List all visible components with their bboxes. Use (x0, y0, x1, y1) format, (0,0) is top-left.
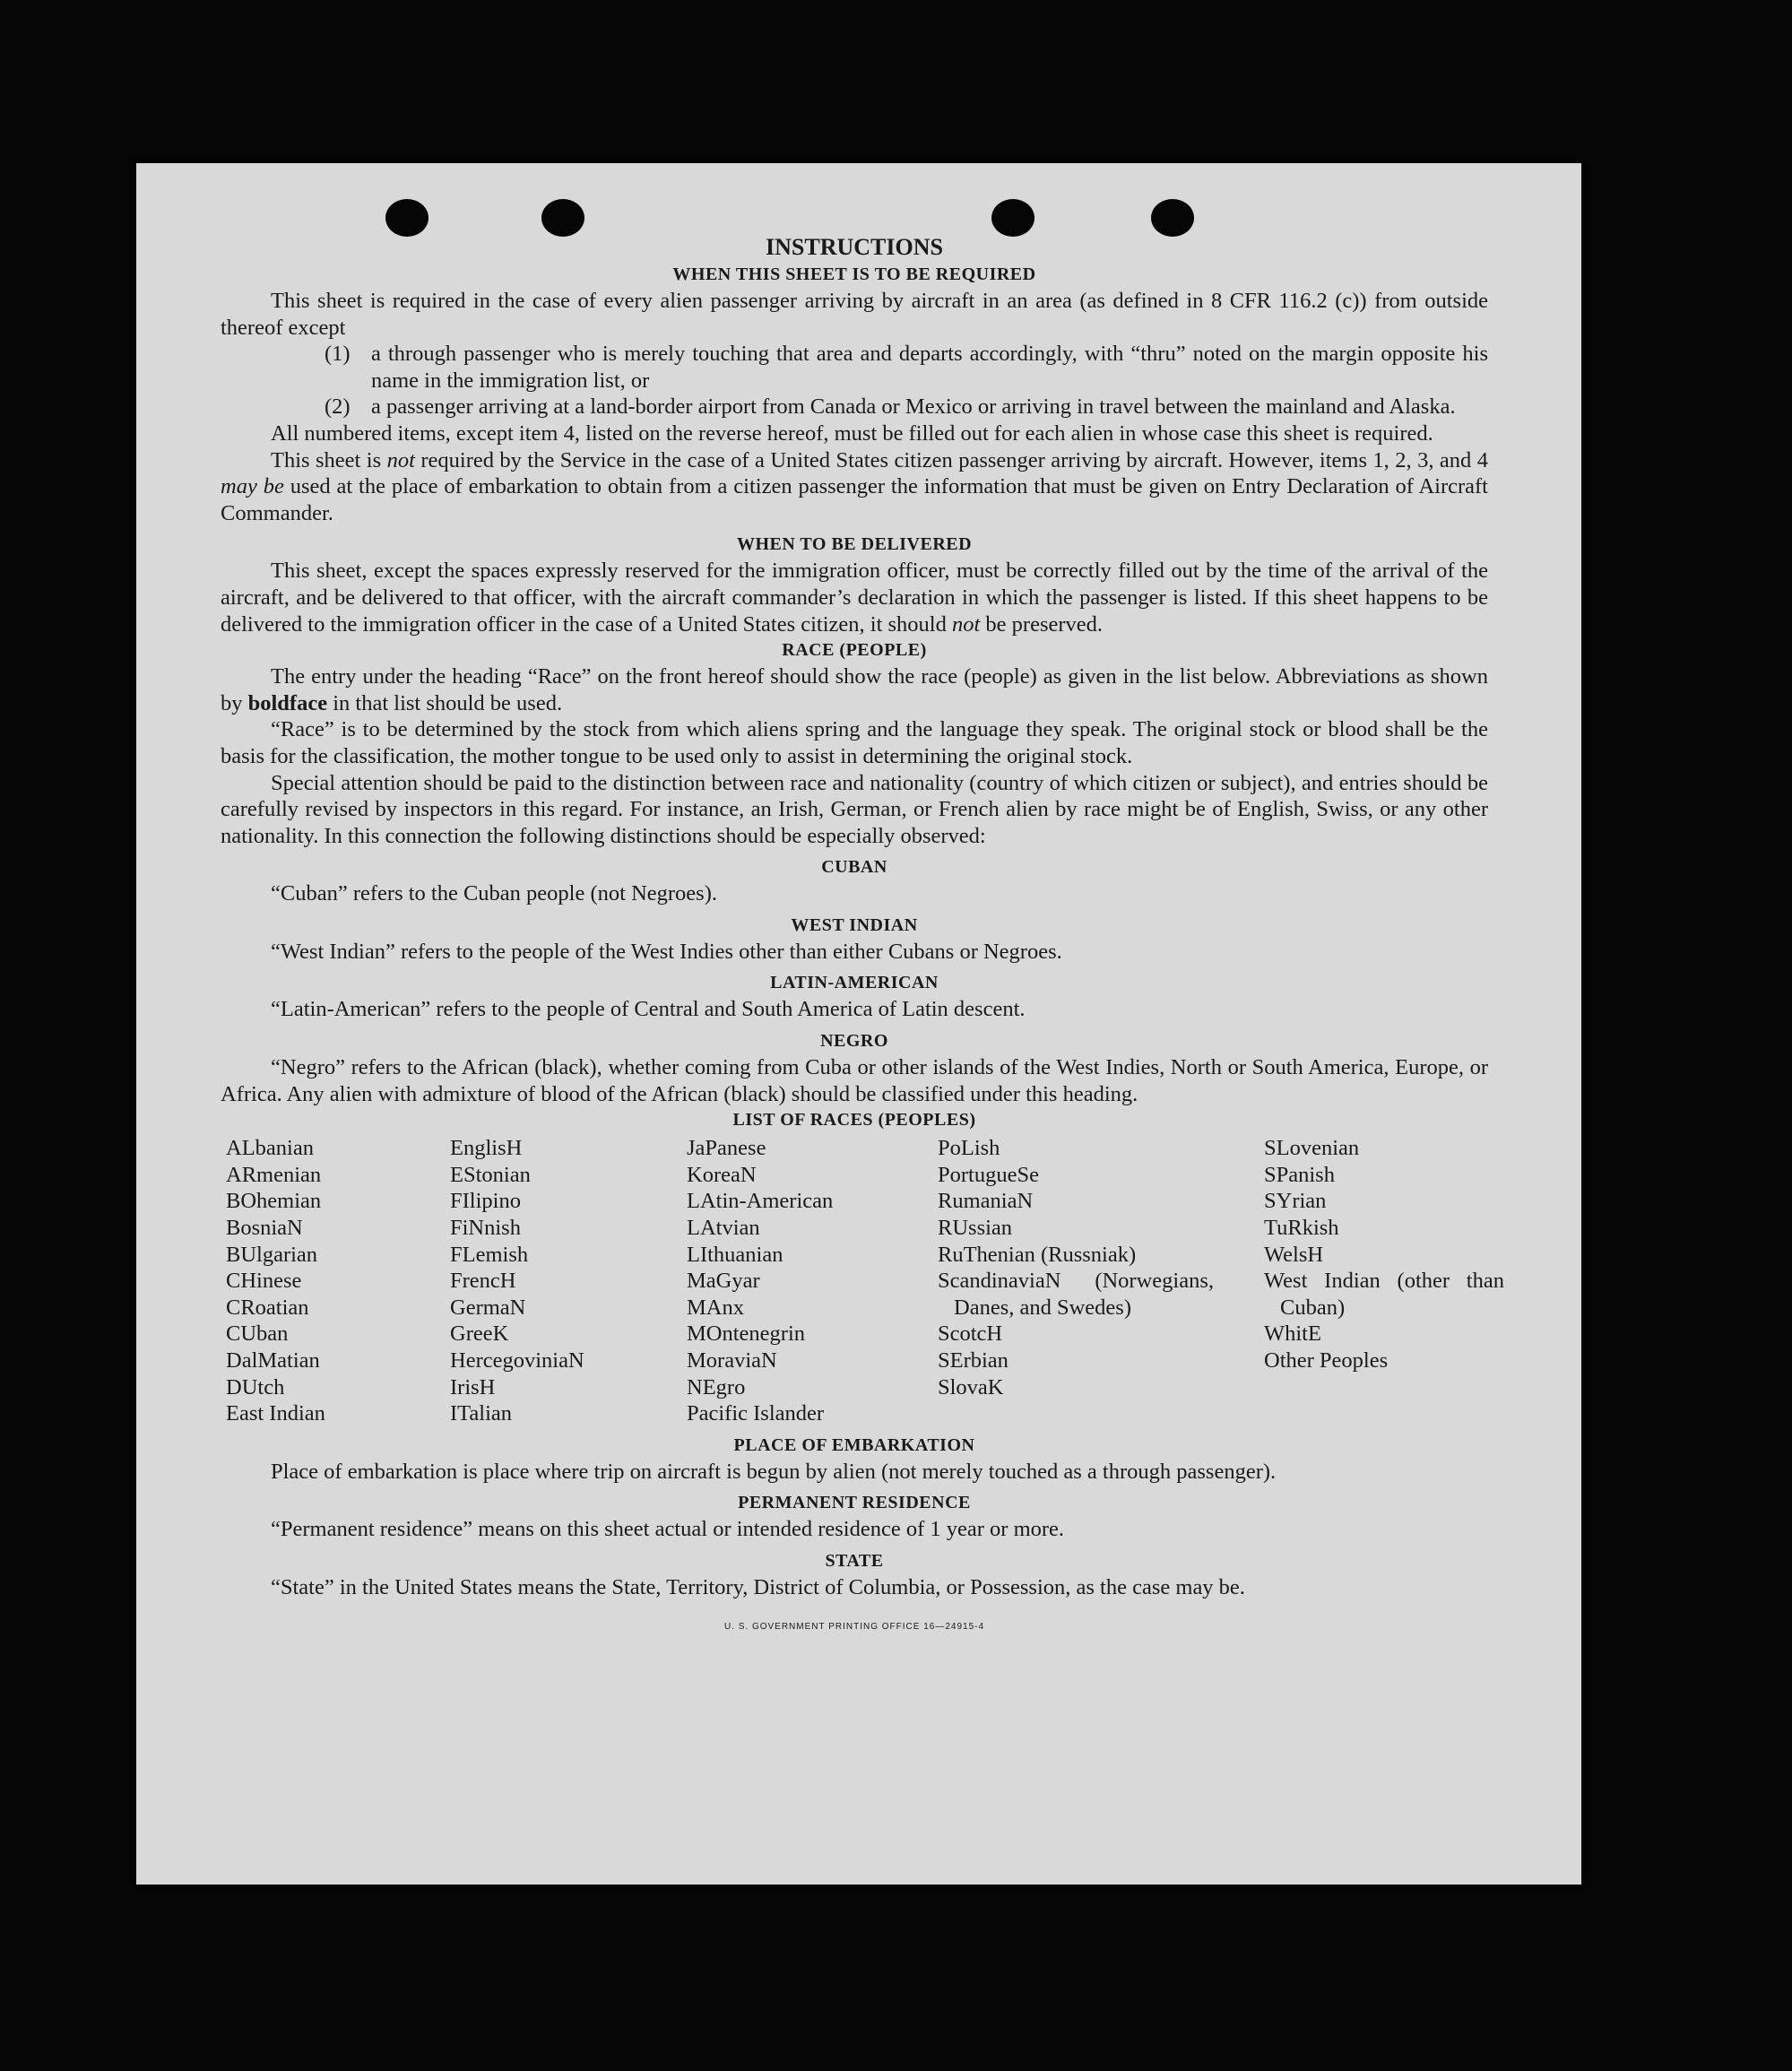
race-entry: MoraviaN (687, 1348, 777, 1373)
race-entry: LIthuanian (687, 1242, 783, 1267)
race-entry: EnglisH (450, 1136, 523, 1161)
residence-definition: “Permanent residence” means on this sheet actual or intended residence of 1 year or more. (271, 1517, 1065, 1542)
race-entry: LAtin-American (687, 1189, 834, 1214)
race-entry: WelsH (1264, 1242, 1324, 1267)
race-paragraph-3: Special attention should be paid to the distinction between race and nationality (country of which citizen or subject), and entries should be carefully revised by inspectors in this regard. For instance, an Irish, German, or French alien by race might be of English, Swiss, or any other nationality. In this connection the following distinctions should be especially observed: (221, 770, 1488, 848)
race-entry: NEgro (687, 1374, 746, 1399)
race-entry: BUlgarian (226, 1242, 318, 1267)
exception-number: (1) (325, 342, 351, 367)
citizen-paragraph: This sheet is not required by the Service in the case of a United States citizen passenger arriving by aircraft. However, items 1, 2, 3, and 4 may be used at the place of embarkation to obtain from a citizen passenger the information that must be given on Entry Declaration of Aircraft Commander. (221, 447, 1488, 525)
race-entry: MaGyar (687, 1269, 760, 1294)
section-heading-negro: NEGRO (820, 1031, 888, 1052)
punch-hole (1151, 199, 1194, 237)
race-entry: RuThenian (Russniak) (938, 1242, 1137, 1267)
race-entry: TuRkish (1264, 1216, 1339, 1241)
page-title: INSTRUCTIONS (766, 234, 943, 260)
race-entry: Pacific Islander (687, 1401, 825, 1426)
race-entry: FrencH (450, 1269, 516, 1294)
section-heading-west-indian: WEST INDIAN (791, 914, 918, 935)
section-heading-residence: PERMANENT RESIDENCE (738, 1493, 971, 1513)
race-entry: IrisH (450, 1374, 496, 1399)
race-entry: RUssian (938, 1216, 1013, 1241)
race-entry: LAtvian (687, 1216, 760, 1241)
races-column (221, 1135, 450, 1427)
cuban-definition: “Cuban” refers to the Cuban people (not Negroes). (271, 881, 717, 906)
race-entry: SLovenian (1264, 1136, 1360, 1161)
delivered-paragraph: This sheet, except the spaces expressly reserved for the immigration officer, must be correctly filled out by the time of the arrival of the aircraft, and be delivered to that officer, with the aircraft commander’s declaration in which the passenger is listed. If this sheet happens to be delivered to the immigration officer in the case of a United States citizen, it should not be preserved. (221, 559, 1488, 637)
race-entry: DUtch (226, 1374, 285, 1399)
race-entry: CHinese (226, 1269, 302, 1294)
section-heading-state: STATE (825, 1550, 884, 1571)
section-heading-races-list: LIST OF RACES (PEOPLES) (732, 1110, 976, 1131)
printer-imprint: U. S. GOVERNMENT PRINTING OFFICE 16—24915-4 (723, 1621, 985, 1632)
race-entry: FIlipino (450, 1189, 521, 1214)
instructions-content (221, 233, 1504, 1640)
section-heading-cuban: CUBAN (821, 857, 887, 878)
race-entry: PortugueSe (938, 1162, 1039, 1187)
exception-item (221, 394, 1488, 420)
section-heading-required: WHEN THIS SHEET IS TO BE REQUIRED (672, 264, 1036, 284)
races-column (687, 1135, 938, 1427)
race-entry: GreeK (450, 1321, 509, 1347)
races-column (450, 1135, 687, 1427)
exception-number: (2) (325, 394, 351, 420)
race-entry: WhitE (1264, 1321, 1321, 1347)
negro-definition: “Negro” refers to the African (black), whether coming from Cuba or other islands of the West Indies, North or South America, Europe, or Africa. Any alien with admixture of blood of the African (black) should be classified under this heading. (221, 1055, 1488, 1106)
punch-hole (541, 199, 584, 237)
race-entry: DalMatian (226, 1348, 320, 1373)
required-intro: This sheet is required in the case of every alien passenger arriving by aircraft in an area (as defined in 8 CFR 116.2 (c)) from outside thereof except (221, 289, 1488, 340)
section-heading-race: RACE (PEOPLE) (782, 640, 927, 661)
race-entry: RumaniaN (938, 1189, 1034, 1214)
race-entry: BosniaN (226, 1216, 303, 1241)
numbered-items-paragraph: All numbered items, except item 4, listed on the reverse hereof, must be filled out for each alien in whose case this sheet is required. (271, 420, 1433, 446)
race-entry: BOhemian (226, 1189, 322, 1214)
race-entry: SlovaK (938, 1374, 1004, 1399)
race-entry: HercegoviniaN (450, 1348, 584, 1373)
exception-text: a through passenger who is merely touching that area and departs accordingly, with “thru” noted on the margin opposite his name in the immigration list, or (371, 342, 1488, 393)
race-entry: PoLish (938, 1136, 1000, 1161)
exception-text: a passenger arriving at a land-border airport from Canada or Mexico or arriving in travel between the mainland and Alaska. (371, 394, 1456, 420)
race-entry: Other Peoples (1264, 1348, 1389, 1373)
races-list (221, 1135, 1504, 1427)
race-entry: West Indian (other than Cuban) (1264, 1269, 1504, 1320)
race-entry: EStonian (450, 1162, 531, 1187)
exception-item (221, 341, 1488, 394)
punch-hole (385, 199, 429, 237)
race-entry: CUban (226, 1321, 289, 1347)
race-entry: East Indian (226, 1401, 325, 1426)
race-entry: JaPanese (687, 1136, 766, 1161)
race-entry: ALbanian (226, 1136, 314, 1161)
race-paragraph-2: “Race” is to be determined by the stock from which aliens spring and the language they speak. The original stock or blood shall be the basis for the classification, the mother tongue to be used only to assist in determining the original stock. (221, 717, 1488, 768)
race-entry: FiNnish (450, 1216, 521, 1241)
race-entry: SYrian (1264, 1189, 1327, 1214)
races-column (1264, 1135, 1504, 1427)
state-definition: “State” in the United States means the State, Territory, District of Columbia, or Possession, as the case may be. (271, 1574, 1245, 1599)
race-entry: SPanish (1264, 1162, 1335, 1187)
races-column (938, 1135, 1264, 1427)
race-paragraph-1: The entry under the heading “Race” on the front hereof should show the race (people) as given in the list below. Abbreviations as shown by boldface in that list should be used. (221, 664, 1488, 715)
race-entry: FLemish (450, 1242, 529, 1267)
race-entry: SErbian (938, 1348, 1009, 1373)
west-indian-definition: “West Indian” refers to the people of the West Indies other than either Cubans or Negroes. (271, 939, 1062, 964)
race-entry: ITalian (450, 1401, 513, 1426)
race-entry: CRoatian (226, 1295, 309, 1320)
latin-american-definition: “Latin-American” refers to the people of Central and South America of Latin descent. (271, 997, 1026, 1022)
document-sheet (136, 163, 1581, 1885)
punch-hole (991, 199, 1035, 237)
section-heading-latin-american: LATIN-AMERICAN (770, 973, 939, 993)
section-heading-embarkation: PLACE OF EMBARKATION (733, 1434, 975, 1455)
race-entry: ScandinaviaN (Norwegians, Danes, and Swedes) (938, 1269, 1214, 1320)
race-entry: MAnx (687, 1295, 744, 1320)
race-entry: GermaN (450, 1295, 526, 1320)
race-entry: ARmenian (226, 1162, 322, 1187)
section-heading-delivered: WHEN TO BE DELIVERED (736, 534, 973, 555)
race-entry: ScotcH (938, 1321, 1003, 1347)
race-entry: KoreaN (687, 1162, 757, 1187)
race-entry: MOntenegrin (687, 1321, 805, 1347)
embarkation-definition: Place of embarkation is place where trip on aircraft is begun by alien (not merely touched as a through passenger). (271, 1459, 1277, 1484)
